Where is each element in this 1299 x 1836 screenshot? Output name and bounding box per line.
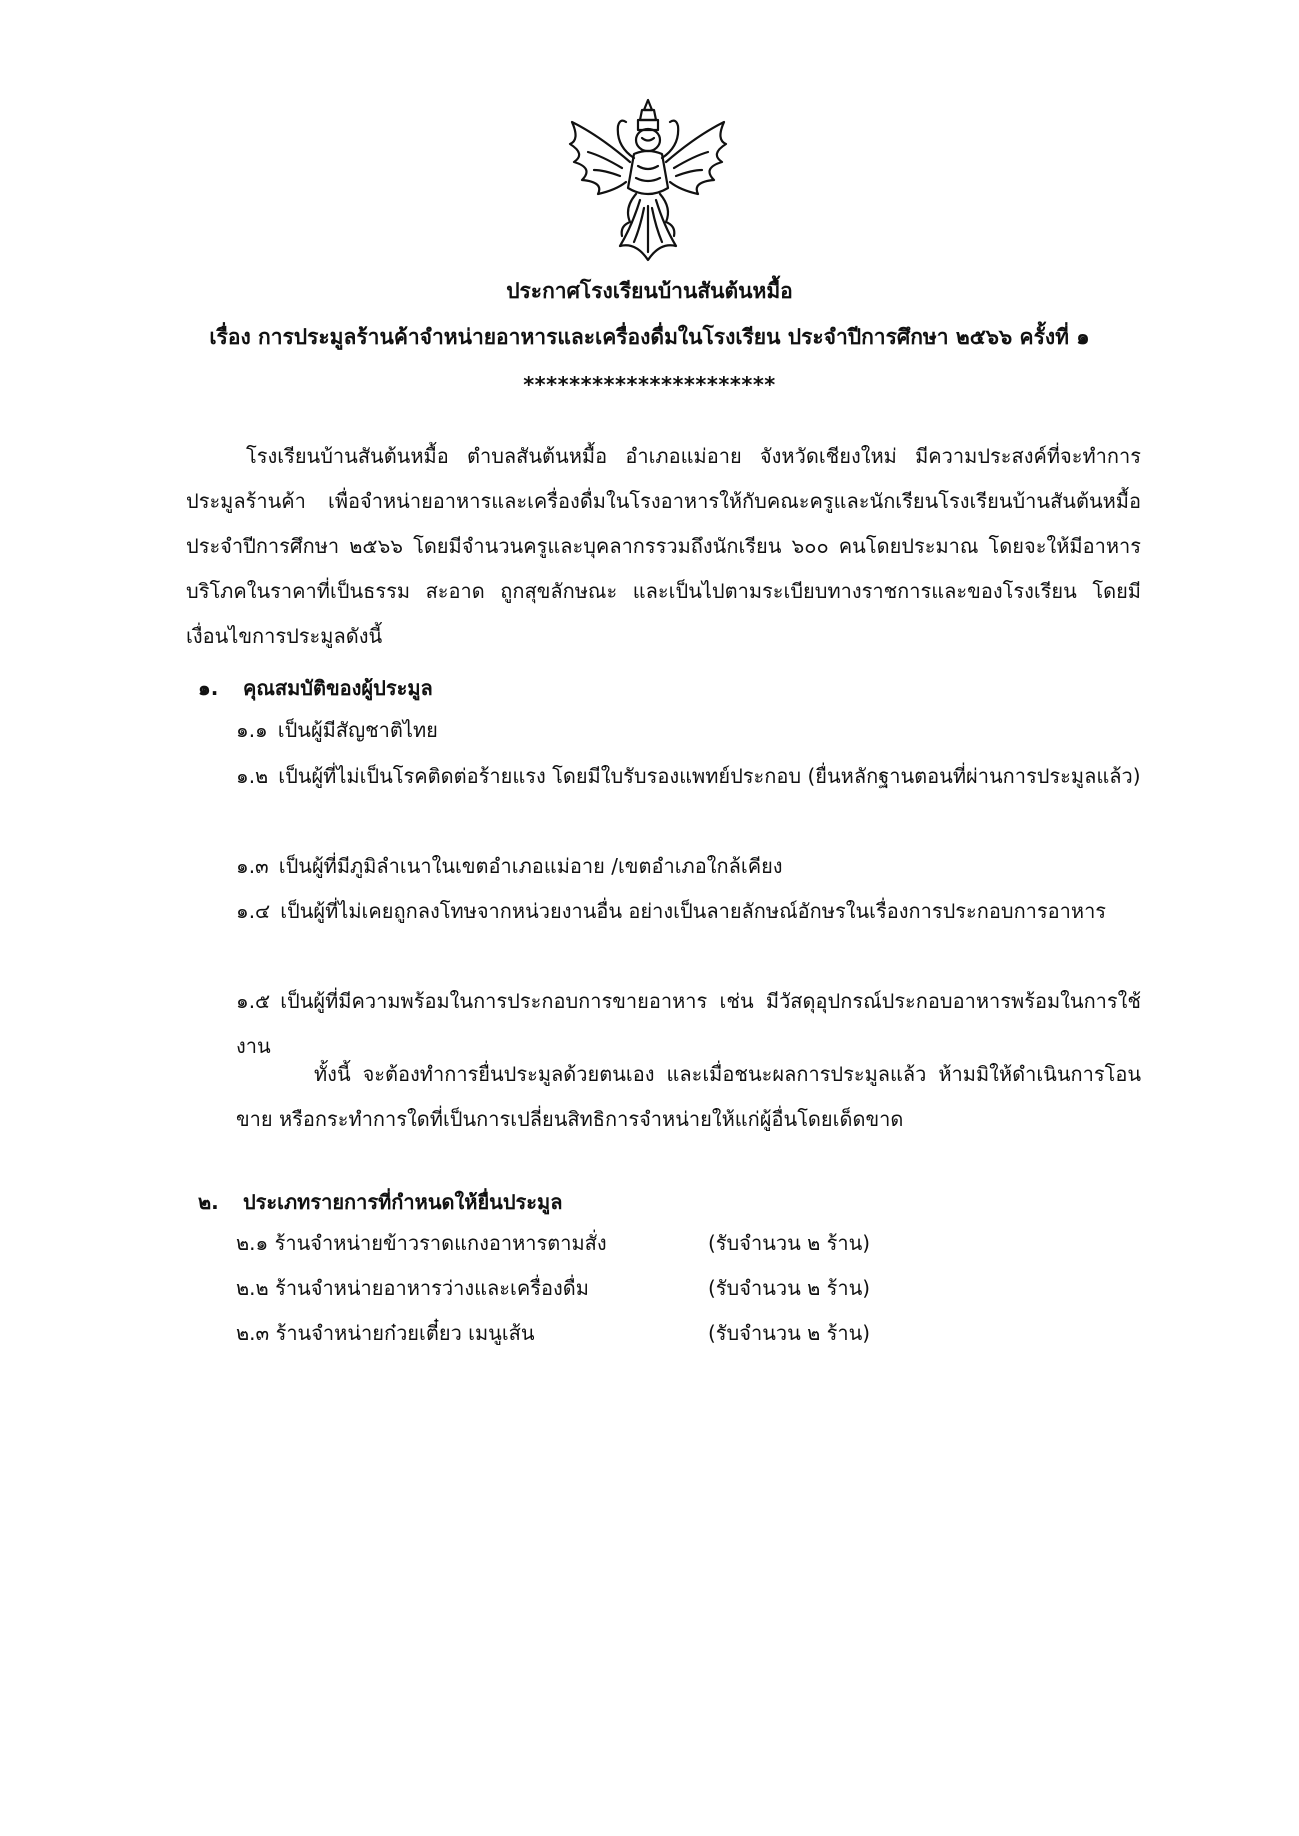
item-number: ๑.๓ (236, 854, 269, 878)
item-text: เป็นผู้มีสัญชาติไทย (277, 718, 438, 742)
shop-quota: (รับจำนวน ๒ ร้าน) (708, 1321, 871, 1345)
shop-type-label: ๒.๒ ร้านจำหน่ายอาหารว่างและเครื่องดื่ม (236, 1276, 589, 1300)
item-text: เป็นผู้ที่มีภูมิลำเนาในเขตอำเภอแม่อาย /เขตอำเภอใกล้เคียง (278, 854, 783, 878)
item-text: เป็นผู้ที่ไม่เคยถูกลงโทษจากหน่วยงานอื่น อย่างเป็นลายลักษณ์อักษรในเรื่องการประกอบการอาหาร (280, 899, 1107, 923)
qualification-item (236, 889, 1141, 934)
shop-quota: (รับจำนวน ๒ ร้าน) (708, 1276, 871, 1300)
document-title: ประกาศโรงเรียนบ้านสันต้นหมื้อ (506, 279, 793, 303)
shop-type-row (236, 1273, 870, 1303)
item-number: ๑.๕ (236, 989, 271, 1013)
item-number: ๑.๑ (236, 718, 268, 742)
item-number: ๑.๔ (236, 899, 271, 923)
item-number: ๑.๒ (236, 764, 269, 788)
closing-paragraph: ทั้งนี้ จะต้องทำการยื่นประมูลด้วยตนเอง และเมื่อชนะผลการประมูลแล้ว ห้ามมิให้ดำเนินการโอนขาย หรือกระทำการใดที่เป็นการเปลี่ยนสิทธิการจำหน่ายให้แก่ผู้อื่นโดยเด็ดขาด (236, 1062, 1141, 1131)
shop-type-label: ๒.๓ ร้านจำหน่ายก๋วยเตี๋ยว เมนูเส้น (236, 1321, 535, 1345)
section-2-heading (198, 1187, 562, 1217)
document-subject: เรื่อง การประมูลร้านค้าจำหน่ายอาหารและเครื่องดื่มในโรงเรียน ประจำปีการศึกษา ๒๕๖๖ ครั้งที่ ๑ (209, 325, 1090, 349)
section-1-title: คุณสมบัติของผู้ประมูล (242, 676, 433, 700)
shop-quota: (รับจำนวน ๒ ร้าน) (708, 1231, 871, 1255)
qualification-item (236, 708, 1141, 753)
item-text: เป็นผู้ที่ไม่เป็นโรคติดต่อร้ายแรง โดยมีใบรับรองแพทย์ประกอบ (ยื่นหลักฐานตอนที่ผ่านการประมูลแล้ว) (278, 764, 1141, 788)
qualification-item (236, 844, 1141, 889)
separator-line: ********************** (523, 373, 776, 397)
intro-paragraph: โรงเรียนบ้านสันต้นหมื้อ ตำบลสันต้นหมื้อ อำเภอแม่อาย จังหวัดเชียงใหม่ มีความประสงค์ที่จะทำการประมูลร้านค้า เพื่อจำหน่ายอาหารและเครื่องดื่มในโรงอาหารให้กับคณะครูและนักเรียนโรงเรียนบ้านสันต้นหมื้อ ประจำปีการศึกษา ๒๕๖๖ โดยมีจำนวนครูและบุคลากรรวมถึงนักเรียน ๖๐๐ คนโดยประมาณ โดยจะให้มีอาหารบริโภคในราคาที่เป็นธรรม สะอาด ถูกสุขลักษณะ และเป็นไปตามระเบียบทางราชการและของโรงเรียน โดยมีเงื่อนไขการประมูลดังนี้ (186, 444, 1141, 648)
qualification-item (236, 754, 1141, 799)
section-1-heading (198, 673, 433, 703)
item-text: เป็นผู้ที่มีความพร้อมในการประกอบการขายอาหาร เช่น มีวัสดุอุปกรณ์ประกอบอาหารพร้อมในการใช้งาน (236, 989, 1141, 1058)
shop-type-row (236, 1318, 870, 1348)
shop-type-row (236, 1228, 870, 1258)
section-2-number: ๒. (198, 1190, 219, 1214)
shop-type-label: ๒.๑ ร้านจำหน่ายข้าวราดแกงอาหารตามสั่ง (236, 1231, 607, 1255)
section-2-title: ประเภทรายการที่กำหนดให้ยื่นประมูล (242, 1190, 563, 1214)
section-1-number: ๑. (198, 676, 219, 700)
garuda-emblem-icon (560, 96, 736, 266)
